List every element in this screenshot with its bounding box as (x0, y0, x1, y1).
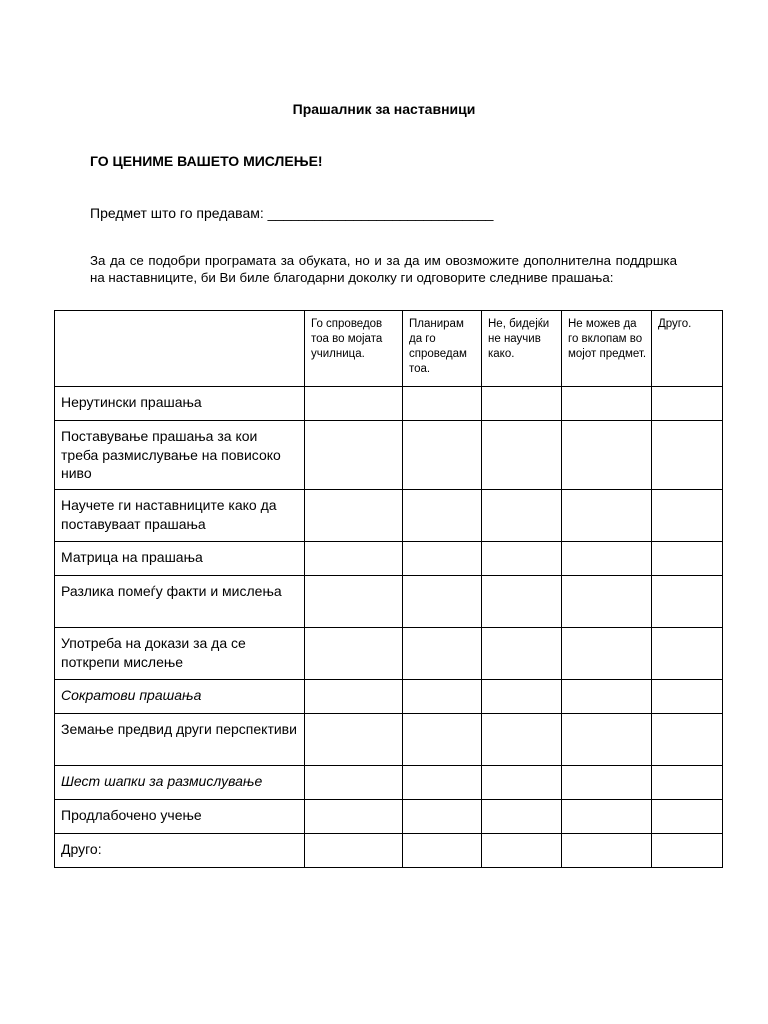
answer-cell[interactable] (652, 628, 723, 680)
table-row (55, 387, 723, 421)
answer-cell[interactable] (403, 680, 482, 714)
column-header: Планирам да го спроведам тоа. (403, 311, 482, 387)
row-label: Нерутински прашања (55, 387, 305, 421)
answer-cell[interactable] (562, 834, 652, 868)
row-label: Поставување прашања за кои треба размислување на повисоко ниво (55, 421, 305, 490)
document-title: Прашалник за наставници (292, 101, 476, 117)
answer-cell[interactable] (305, 628, 403, 680)
row-label: Шест шапки за размислување (55, 766, 305, 800)
row-label: Сократови прашања (55, 680, 305, 714)
answer-cell[interactable] (305, 800, 403, 834)
row-label: Земање предвид други перспективи (55, 714, 305, 766)
answer-cell[interactable] (652, 714, 723, 766)
column-header: Го спроведов тоа во мојата училница. (305, 311, 403, 387)
answer-cell[interactable] (305, 387, 403, 421)
answer-cell[interactable] (562, 800, 652, 834)
answer-cell[interactable] (652, 421, 723, 490)
answer-cell[interactable] (482, 628, 562, 680)
answer-cell[interactable] (482, 714, 562, 766)
survey-table (54, 310, 723, 868)
answer-cell[interactable] (482, 542, 562, 576)
answer-cell[interactable] (652, 680, 723, 714)
answer-cell[interactable] (482, 766, 562, 800)
answer-cell[interactable] (482, 800, 562, 834)
table-row (55, 490, 723, 542)
column-header: Не можев да го вклопам во мојот предмет. (562, 311, 652, 387)
answer-cell[interactable] (403, 421, 482, 490)
answer-cell[interactable] (652, 576, 723, 628)
answer-cell[interactable] (305, 421, 403, 490)
table-row (55, 834, 723, 868)
answer-cell[interactable] (562, 628, 652, 680)
answer-cell[interactable] (305, 766, 403, 800)
answer-cell[interactable] (652, 766, 723, 800)
answer-cell[interactable] (305, 834, 403, 868)
answer-cell[interactable] (652, 542, 723, 576)
intro-paragraph: За да се подобри програмата за обуката, но и за да им овозможите дополнителна поддршка на наставниците, би Ви биле благодарни доколку ги одговорите следниве прашања: (90, 253, 677, 285)
row-label: Научете ги наставниците како да поставуваат прашања (55, 490, 305, 542)
answer-cell[interactable] (403, 576, 482, 628)
column-header: Друго. (652, 311, 723, 387)
answer-cell[interactable] (482, 490, 562, 542)
answer-cell[interactable] (652, 834, 723, 868)
answer-cell[interactable] (403, 387, 482, 421)
table-row (55, 714, 723, 766)
table-row (55, 421, 723, 490)
answer-cell[interactable] (562, 766, 652, 800)
answer-cell[interactable] (305, 714, 403, 766)
header-row (55, 311, 723, 387)
row-label: Употреба на докази за да се поткрепи мислење (55, 628, 305, 680)
row-label: Разлика помеѓу факти и мислења (55, 576, 305, 628)
table-row (55, 680, 723, 714)
answer-cell[interactable] (403, 800, 482, 834)
answer-cell[interactable] (403, 542, 482, 576)
answer-cell[interactable] (403, 628, 482, 680)
answer-cell[interactable] (562, 542, 652, 576)
answer-cell[interactable] (403, 834, 482, 868)
answer-cell[interactable] (305, 542, 403, 576)
section-heading: ГО ЦЕНИМЕ ВАШЕТО МИСЛЕЊЕ! (90, 153, 323, 169)
answer-cell[interactable] (652, 490, 723, 542)
answer-cell[interactable] (403, 766, 482, 800)
subject-field[interactable]: Предмет што го предавам: _____________________________ (90, 205, 494, 221)
answer-cell[interactable] (403, 490, 482, 542)
empty-header-cell (55, 311, 305, 387)
table-row (55, 576, 723, 628)
answer-cell[interactable] (562, 387, 652, 421)
table-row (55, 800, 723, 834)
row-label: Матрица на прашања (55, 542, 305, 576)
answer-cell[interactable] (482, 576, 562, 628)
answer-cell[interactable] (562, 714, 652, 766)
row-label: Друго: (55, 834, 305, 868)
answer-cell[interactable] (562, 490, 652, 542)
answer-cell[interactable] (305, 490, 403, 542)
answer-cell[interactable] (403, 714, 482, 766)
answer-cell[interactable] (482, 680, 562, 714)
table-row (55, 542, 723, 576)
answer-cell[interactable] (562, 680, 652, 714)
answer-cell[interactable] (305, 680, 403, 714)
answer-cell[interactable] (652, 800, 723, 834)
answer-cell[interactable] (305, 576, 403, 628)
answer-cell[interactable] (482, 834, 562, 868)
answer-cell[interactable] (652, 387, 723, 421)
column-header: Не, бидејќи не научив како. (482, 311, 562, 387)
row-label: Продлабочено учење (55, 800, 305, 834)
answer-cell[interactable] (562, 421, 652, 490)
answer-cell[interactable] (482, 387, 562, 421)
answer-cell[interactable] (482, 421, 562, 490)
table-row (55, 628, 723, 680)
answer-cell[interactable] (562, 576, 652, 628)
table-row (55, 766, 723, 800)
